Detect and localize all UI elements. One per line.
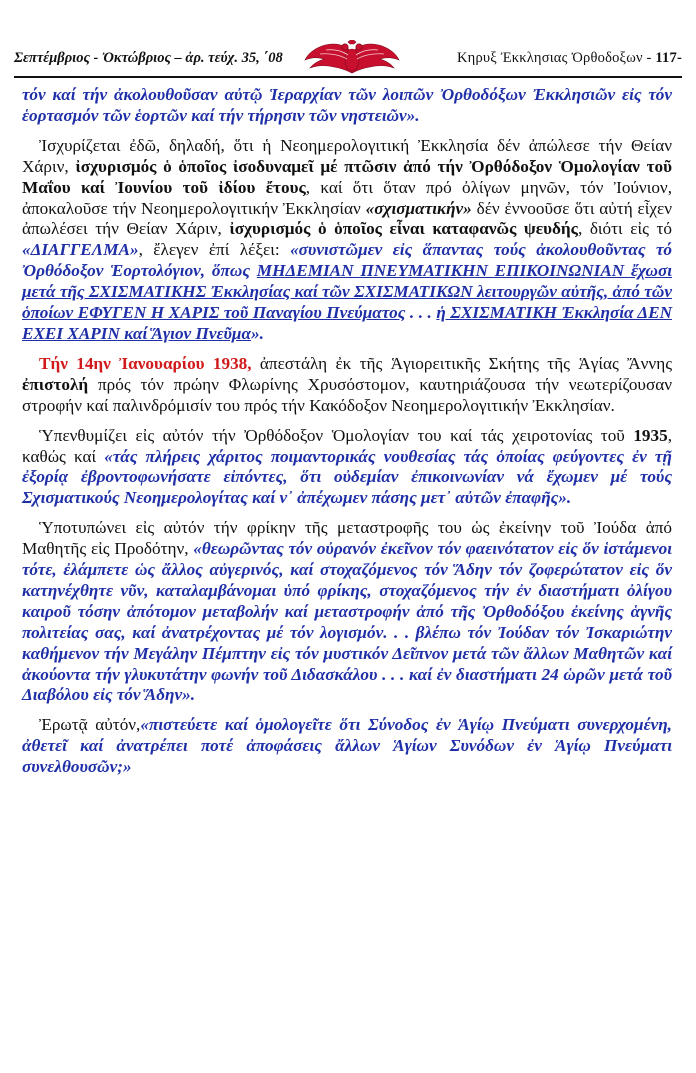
date-highlight: Τήν 14ην Ἰανουαρίου 1938, bbox=[39, 353, 252, 373]
paragraph-2 bbox=[22, 136, 672, 345]
journal-title bbox=[457, 50, 682, 67]
text: δέν ἐννοοῦσε ὅτι αὐτή εἶχεν ἀπωλέσει τήν Θείαν Χάριν, bbox=[22, 198, 672, 239]
paragraph-6 bbox=[22, 715, 672, 778]
paragraph-3 bbox=[22, 354, 672, 417]
quote-text: «ΔΙΑΓΓΕΛΜΑ» bbox=[22, 240, 139, 260]
text: , καθώς καί bbox=[22, 425, 672, 466]
header-rule bbox=[14, 76, 682, 78]
text: , καί ὅτι ὅταν πρό ὀλίγων μηνῶν, τόν Ἰούνιον, ἀποκαλοῦσε τήν Νεοημερολογιτικήν Ἐκκλησίαν bbox=[22, 177, 672, 218]
underlined-quote: ΜΗΔΕΜΙΑΝ ΠΝΕΥΜΑΤΙΚΗΝ ΕΠΙΚΟΙΝΩΝΙΑΝ ἔχωσι μετά τῆς ΣΧΙΣΜΑΤΙΚΗΣ Ἐκκλησίας καί τῶν ΣΧΙΣΜΑΤΙΚΩΝ λειτουργῶν αὐτῆς, ἀπό τῶν ὁποίων ΕΦΥΓΕΝ Η ΧΑΡΙΣ τοῦ Παναγίου Πνεύματος bbox=[22, 261, 672, 323]
journal-name: Κηρυξ Ἐκκλησιας Ὀρθοδοξων bbox=[456, 50, 643, 66]
quote-text: «συνιστῶμεν εἰς ἅπαντας τούς ἀκολουθοῦντας τό Ὀρθόδοξον Ἑορτολόγιον, ὅπως bbox=[22, 240, 672, 281]
quote-text: «τάς πλήρεις χάριτος ποιμαντορικάς νουθεσίας τάς ὁποίας φεύγοντες ἐν τῇ ἐξορίᾳ ἐβροντοφωνήσατε εἰπόντες, ὅτι οὐδεμίαν ἐπικοινωνίαν νά ἔχωμεν μέ τούς Σχισματικούς Νεοημερολογίτας καί ν᾽ ἀπέχωμεν πάσης μετ᾽ αὐτῶν ἐπαφῆς». bbox=[22, 446, 672, 508]
text: πρός τόν πρώην Φλωρίνης Χρυσόστομον, καυτηριάζουσα τήν νεωτερίζουσαν στροφήν καί παλινδρόμισίν του πρός τήν Κακόδοξον Νεοημερολογιτικήν Ἐκκλησίαν. bbox=[22, 374, 672, 415]
double-headed-eagle-icon bbox=[304, 40, 400, 74]
underlined-quote: ἡ ΣΧΙΣΜΑΤΙΚΗ Ἐκκλησία ΔΕΝ ΕΧΕΙ ΧΑΡΙΝ καί Ἅγιον Πνεῦμα bbox=[22, 303, 673, 343]
paragraph-4 bbox=[22, 426, 672, 510]
bold-text: ἰσχυρισμός ὁ ὁποῖος ἰσοδυναμεῖ μέ πτῶσιν ἀπό τήν Ὀρθόδοξον Ὁμολογίαν τοῦ Μαΐου καί Ἰουνίου τοῦ ἰδίου ἔτους bbox=[22, 156, 672, 197]
page-number: 117- bbox=[655, 50, 682, 66]
text: , διότι εἰς τό bbox=[577, 219, 672, 239]
issue-date: Σεπτέμβριος - Ὀκτώβριος – ἀρ. τεύχ. 35, ΄08 bbox=[14, 50, 283, 66]
quote-text: . . . bbox=[405, 303, 437, 323]
text: Ὑπενθυμίζει εἰς αὐτόν τήν Ὀρθόδοξον Ὁμολογίαν του καί τάς χειροτονίας τοῦ bbox=[39, 425, 634, 445]
bold-italic-text: «σχισματικήν» bbox=[365, 198, 472, 218]
bold-text: ἰσχυρισμός ὁ ὁποῖος εἶναι καταφανῶς ψευδής bbox=[229, 219, 578, 239]
quote-text: τόν καί τήν ἀκολουθοῦσαν αὐτῷ Ἱεραρχίαν τῶν λοιπῶν Ὀρθοδόξων Ἐκκλησιῶν εἰς τόν ἑορτασμόν τῶν ἑορτῶν καί τήν τήρησιν τῶν νηστειῶν». bbox=[22, 85, 672, 125]
text: Ἰσχυρίζεται ἐδῶ, δηλαδή, ὅτι ἡ Νεοημερολογιτική Ἐκκλησία δέν ἀπώλεσε τήν Θείαν Χάριν, bbox=[22, 135, 672, 176]
article-body bbox=[22, 85, 672, 787]
quote-text: «πιστεύετε καί ὁμολογεῖτε ὅτι Σύνοδος ἐν Ἁγίῳ Πνεύματι συνερχομένη, ἀθετεῖ καί ἀνατρέπει ποτέ ἀποφάσεις ἄλλων Ἁγίων Συνόδων ἐν Ἁγίῳ Πνεύματι συνελθουσῶν;» bbox=[22, 715, 672, 777]
paragraph-5 bbox=[22, 518, 672, 706]
text: , ἔλεγεν ἐπί λέξει: bbox=[138, 240, 291, 260]
bold-text: ἐπιστολή bbox=[22, 374, 89, 394]
text: Ὑποτυπώνει εἰς αὐτόν τήν φρίκην τῆς μεταστροφῆς του ὡς ἐκείνην τοῦ Ἰούδα ἀπό Μαθητῆς εἰς Προδότην, bbox=[22, 518, 672, 559]
quote-text: ». bbox=[251, 323, 264, 343]
quote-text: «θεωρῶντας τόν οὐρανόν ἐκεῖνον τόν φαεινότατον εἰς ὅν ἱστάμενοι τότε, ἐλάμπετε ὡς ἄλλος αὐγερινός, καί στοχαζόμενος τόν Ἅδην τόν ζοφερώτατον εἰς ὅν κατηνέχθητε νῦν, καταλαμβάνομαι ὑπό φρίκης, στοχαζόμενος τήν ἐν διαστήματι ὀλίγου καιροῦ τόσην ἀπότομον μεταβολήν καί μεταστροφήν ἀπό τῆς Ὀρθοδόξου ἐκείνης ἁγνῆς πολιτείας σας, καί ἀνατρέχοντας μέ τόν λογισμόν. . . βλέπω τόν Ἰούδαν τόν Ἰσκαριώτην καθήμενον τήν Μεγάλην Πέμπτην εἰς τόν μυστικόν Δεῖπνον μετά τῶν ἄλλων Μαθητῶν καί ἀκούοντα τήν γλυκυτάτην φωνήν τοῦ Διδασκάλου . . . καί ἐν διαστήματι 24 ὡρῶν μετά τοῦ Διαβόλου εἰς τόν Ἅδην». bbox=[22, 539, 672, 705]
page-header bbox=[14, 40, 682, 74]
title-separator: - bbox=[642, 50, 656, 66]
paragraph-1 bbox=[22, 85, 672, 127]
text: ἀπεστάλη ἐκ τῆς Ἁγιορειτικῆς Σκήτης τῆς Ἁγίας Ἄννης bbox=[251, 353, 673, 373]
text: Ἐρωτᾷ αὐτόν, bbox=[39, 715, 141, 735]
bold-text: 1935 bbox=[633, 425, 668, 445]
